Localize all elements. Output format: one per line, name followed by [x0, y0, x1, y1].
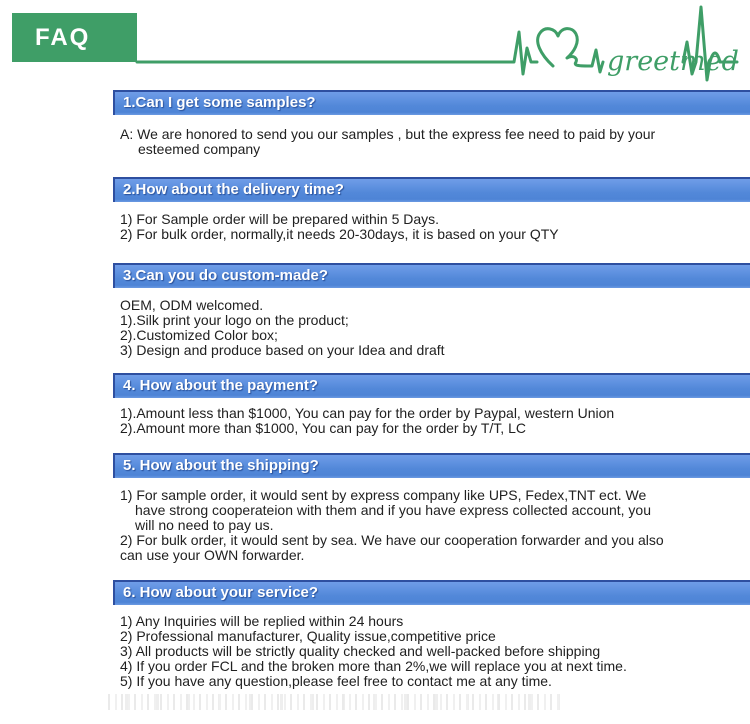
answer-line: 5) If you have any question,please feel free to contact me at any time.	[120, 673, 552, 689]
answer-line: 3) All products will be strictly quality checked and well-packed before shipping	[120, 643, 601, 659]
question-bar-6: 6. How about your service?	[113, 580, 750, 605]
answer-line: 2) Professional manufacturer, Quality issue,competitive price	[120, 628, 496, 644]
answer-line: will no need to pay us.	[135, 517, 274, 533]
answer-line: 2) For bulk order, normally,it needs 20-30days, it is based on your QTY	[120, 226, 559, 242]
answer-line: can use your OWN forwarder.	[120, 547, 305, 563]
faq-title-label: FAQ	[35, 23, 91, 51]
question-bar-4: 4. How about the payment?	[113, 373, 750, 398]
answer-line: 1) For Sample order will be prepared within 5 Days.	[120, 211, 440, 227]
brand-name: greetmed	[607, 46, 739, 77]
answer-line: 3) Design and produce based on your Idea and draft	[120, 342, 445, 358]
answer-line: 1) For sample order, it would sent by express company like UPS, Fedex,TNT ect. We	[120, 487, 647, 503]
question-bar-2: 2.How about the delivery time?	[113, 177, 750, 202]
answer-line: A: We are honored to send you our samples , but the express fee need to paid by your	[120, 126, 656, 142]
answer-line: 2).Amount more than $1000, You can pay for the order by T/T, LC	[120, 420, 526, 436]
answer-block-4	[120, 406, 735, 436]
answer-line: 1).Amount less than $1000, You can pay for the order by Paypal, western Union	[120, 405, 615, 421]
answer-line: OEM, ODM welcomed.	[120, 297, 264, 313]
question-bar-5: 5. How about the shipping?	[113, 453, 750, 478]
question-bar-1: 1.Can I get some samples?	[113, 90, 750, 115]
greetmed-logo	[0, 0, 750, 90]
answer-block-3	[120, 298, 735, 358]
ekg-line	[137, 32, 537, 74]
answer-line: 1) Any Inquiries will be replied within 24 hours	[120, 613, 404, 629]
answer-line: 1).Silk print your logo on the product;	[120, 312, 349, 328]
answer-block-5	[120, 488, 735, 563]
answer-block-1	[120, 127, 735, 157]
answer-line: have strong cooperateion with them and if you have express collected account, you	[135, 502, 651, 518]
answer-block-2	[120, 212, 735, 242]
question-bar-3: 3.Can you do custom-made?	[113, 263, 750, 288]
answer-block-6	[120, 614, 735, 689]
answer-line: 4) If you order FCL and the broken more than 2%,we will replace you at next time.	[120, 658, 627, 674]
heart-icon	[538, 29, 603, 72]
answer-line: 2).Customized Color box;	[120, 327, 278, 343]
answer-line: esteemed company	[138, 141, 261, 157]
answer-line: 2) For bulk order, it would sent by sea. We have our cooperation forwarder and you also	[120, 532, 664, 548]
watermark-barcode	[108, 694, 560, 710]
